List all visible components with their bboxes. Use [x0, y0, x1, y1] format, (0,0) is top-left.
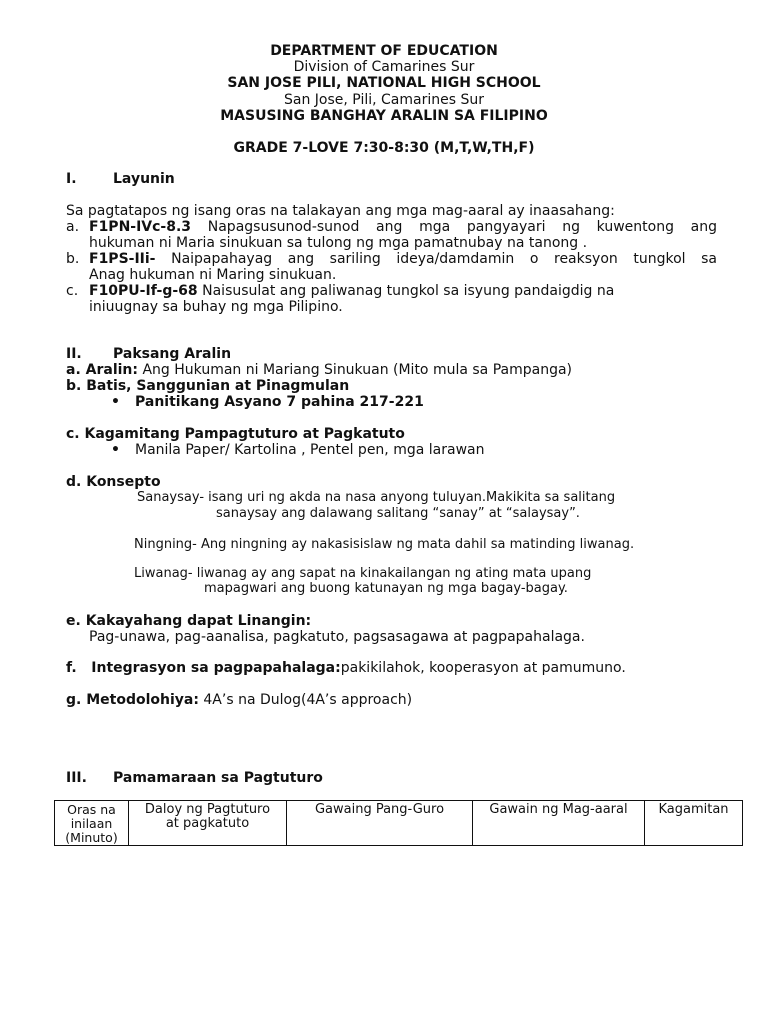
col-kagamitan: Kagamitan: [645, 801, 743, 846]
objective-c-code: F10PU-If-g-68: [89, 283, 198, 299]
integrasyon-row: [66, 660, 626, 676]
integrasyon-text: pakikilahok, kooperasyon at pamumuno.: [340, 660, 626, 676]
batis-label: b. Batis, Sanggunian at Pinagmulan: [66, 378, 350, 394]
objective-c-letter: c.: [66, 283, 79, 299]
konsepto-line-5: mapagwari ang buong katunayan ng mga bagay-bagay.: [204, 581, 568, 596]
section-3-title: Pamamaraan sa Pagtuturo: [113, 770, 323, 786]
header-department: DEPARTMENT OF EDUCATION: [270, 43, 498, 59]
procedure-table: [54, 800, 743, 846]
objective-b-line1: [89, 251, 717, 267]
kagamitan-bullet: • Manila Paper/ Kartolina , Pentel pen, mga larawan: [135, 442, 484, 458]
objective-b-line2: Anag hukuman ni Maring sinukuan.: [89, 267, 337, 283]
col-daloy: Daloy ng Pagtuturo at pagkatuto: [129, 801, 287, 846]
section-2-number: II.: [66, 346, 82, 362]
aralin-text: Ang Hukuman ni Mariang Sinukuan (Mito mula sa Pampanga): [142, 362, 572, 378]
konsepto-line-1: Sanaysay- isang uri ng akda na nasa anyong tuluyan.Makikita sa salitang: [137, 490, 616, 505]
objective-a-line1: [89, 219, 717, 235]
procedure-table-header-row: [55, 801, 743, 846]
header-school: SAN JOSE PILI, NATIONAL HIGH SCHOOL: [227, 75, 541, 91]
objectives-intro: Sa pagtatapos ng isang oras na talakayan ang mga mag-aaral ay inaasahang:: [66, 203, 615, 219]
header-division: Division of Camarines Sur: [293, 59, 475, 75]
objective-c-line2: iniuugnay sa buhay ng mga Pilipino.: [89, 299, 343, 315]
konsepto-line-4: Liwanag- liwanag ay ang sapat na kinakailangan ng ating mata upang: [134, 566, 592, 581]
aralin-label: a. Aralin:: [66, 362, 138, 378]
objective-a-code: F1PN-IVc-8.3: [89, 219, 192, 235]
header-title: MASUSING BANGHAY ARALIN SA FILIPINO: [220, 108, 548, 124]
konsepto-line-2: sanaysay ang dalawang salitang “sanay” at “salaysay”.: [216, 506, 580, 521]
section-1-title: Layunin: [113, 171, 175, 187]
konsepto-line-3: Ningning- Ang ningning ay nakasisislaw ng mata dahil sa matinding liwanag.: [134, 537, 635, 552]
objective-a-letter: a.: [66, 219, 80, 235]
aralin-row: [66, 362, 572, 378]
objective-c-line1: [89, 283, 614, 299]
objective-b-code: F1PS-IIi-: [89, 251, 156, 267]
batis-bullet: • Panitikang Asyano 7 pahina 217-221: [135, 394, 424, 410]
objective-b-text: Naipapahayag ang sariling ideya/damdamin o reaksyon tungkol sa: [171, 251, 717, 267]
header-address: San Jose, Pili, Camarines Sur: [284, 92, 484, 108]
section-3-number: III.: [66, 770, 87, 786]
integrasyon-label: f. Integrasyon sa pagpapahalaga:: [66, 660, 341, 676]
objective-b-letter: b.: [66, 251, 80, 267]
kakayahan-text: Pag-unawa, pag-aanalisa, pagkatuto, pagsasagawa at pagpapahalaga.: [89, 629, 585, 645]
header-grade: GRADE 7-LOVE 7:30-8:30 (M,T,W,TH,F): [233, 140, 535, 156]
objective-c-text: Naisusulat ang paliwanag tungkol sa isyung pandaigdig na: [202, 283, 615, 299]
col-oras: Oras na inilaan (Minuto): [55, 801, 129, 846]
section-2-title: Paksang Aralin: [113, 346, 232, 362]
objective-a-text: Napagsusunod-sunod ang mga pangyayari ng kuwentong ang: [207, 219, 717, 235]
metodolohiya-text: 4A’s na Dulog(4A’s approach): [198, 692, 413, 708]
konsepto-label: d. Konsepto: [66, 474, 161, 490]
kagamitan-label: c. Kagamitang Pampagtuturo at Pagkatuto: [66, 426, 405, 442]
col-gawaing-pang-guro: Gawaing Pang-Guro: [287, 801, 473, 846]
objective-a-line2: hukuman ni Maria sinukuan sa tulong ng mga pamatnubay na tanong .: [89, 235, 588, 251]
section-1-number: I.: [66, 171, 77, 187]
kakayahan-label: e. Kakayahang dapat Linangin:: [66, 613, 312, 629]
metodolohiya-row: [66, 692, 412, 708]
col-gawain-ng-mag-aaral: Gawain ng Mag-aaral: [473, 801, 645, 846]
metodolohiya-label: g. Metodolohiya:: [66, 692, 199, 708]
